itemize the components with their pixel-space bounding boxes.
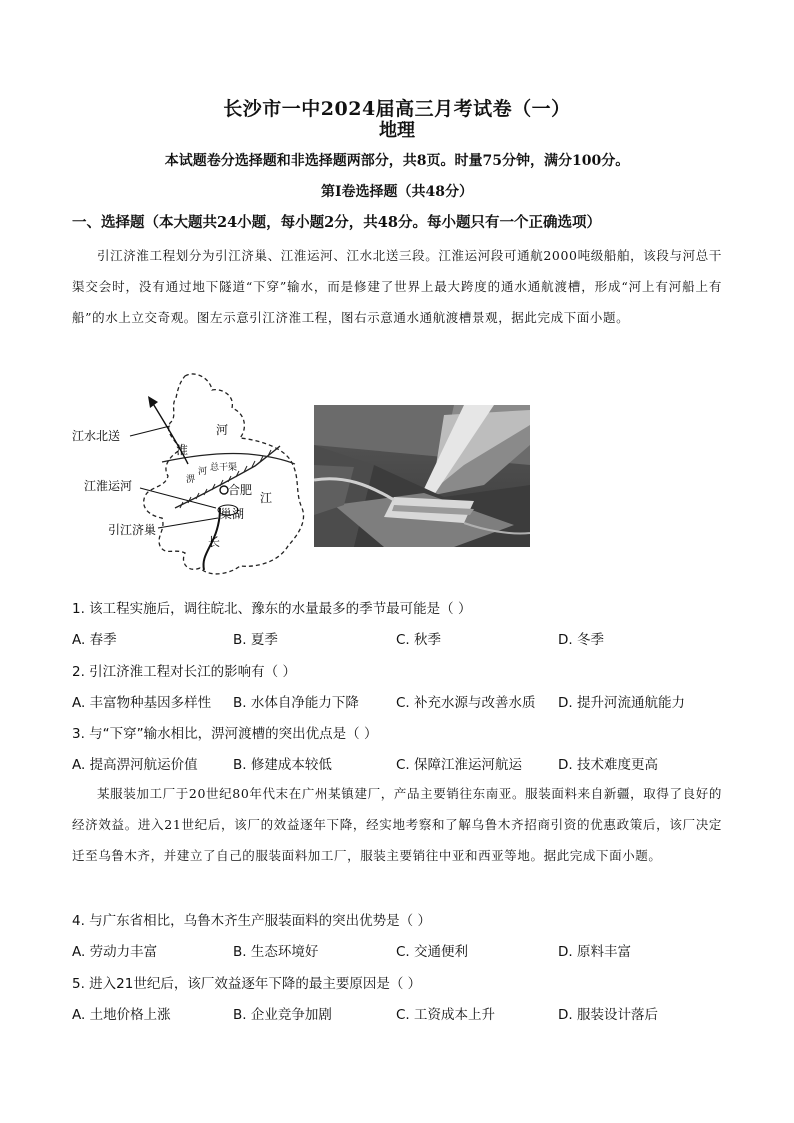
q1-option-d: D. 冬季 (558, 632, 604, 648)
q2-option-c: C. 补充水源与改善水质 (396, 695, 536, 711)
label-leader-canal (140, 488, 216, 508)
q2-option-b: B. 水体自净能力下降 (233, 695, 359, 711)
q2-option-d: D. 提升河流通航能力 (558, 695, 685, 711)
subject-title: 地理 (379, 120, 415, 141)
label-north-transfer: 江水北送 (72, 429, 121, 443)
label-jianghuai-canal: 江淮运河 (84, 479, 133, 493)
map-char-he2: 河 (198, 467, 208, 477)
q4-option-b: B. 生态环境好 (233, 944, 319, 960)
province-outline (144, 374, 304, 574)
q5-option-a: A. 土地价格上涨 (72, 1007, 171, 1023)
map-char-hefei: 合肥 (228, 483, 253, 497)
q4-option-a: A. 劳动力丰富 (72, 944, 158, 960)
question-2-stem: 2. 引江济淮工程对长江的影响有（ ） (72, 664, 296, 680)
q5-option-c: C. 工资成本上升 (396, 1007, 496, 1023)
q5-option-b: B. 企业竞争加剧 (233, 1007, 332, 1023)
label-leader-chaohu (158, 518, 218, 528)
north-arrow-head (148, 396, 158, 408)
q3-option-a: A. 提高淠河航运价值 (72, 757, 198, 773)
map-char-jiang: 江 (260, 491, 273, 505)
hefei-marker (220, 486, 228, 494)
q1-option-c: C. 秋季 (396, 632, 442, 648)
aqueduct-photo (314, 405, 530, 547)
q3-option-b: B. 修建成本较低 (233, 757, 332, 773)
q2-option-a: A. 丰富物种基因多样性 (72, 695, 212, 711)
question-5-stem: 5. 进入21世纪后，该厂效益逐年下降的最主要原因是（ ） (72, 976, 422, 992)
q3-option-d: D. 技术难度更高 (558, 757, 658, 773)
map-char-pi: 淠 (186, 475, 196, 485)
project-map-figure (70, 368, 310, 578)
question-1-stem: 1. 该工程实施后，调往皖北、豫东的水量最多的季节最可能是（ ） (72, 601, 472, 617)
passage-1: 引江济淮工程划分为引江济巢、江淮运河、江水北送三段。江淮运河段可通航2000吨级船舶，该段与河总干渠交会时，没有通过地下隧道“下穿”输水，而是修建了世界上最大跨度的通水通航渡槽，形成“河上有河船上有船”的水上立交奇观。图左示意引江济淮工程，图右示意通水通航渡槽景观，据此完成下面小题。 (72, 248, 722, 325)
question-4-stem: 4. 与广东省相比，乌鲁木齐生产服装面料的突出优势是（ ） (72, 913, 431, 929)
q5-option-d: D. 服装设计落后 (558, 1007, 658, 1023)
map-char-chang: 长 (208, 535, 221, 549)
q4-option-c: C. 交通便利 (396, 944, 469, 960)
q3-option-c: C. 保障江淮运河航运 (396, 757, 523, 773)
q1-option-b: B. 夏季 (233, 632, 278, 648)
label-yinjiang-jichao: 引江济巢 (108, 523, 157, 537)
question-3-stem: 3. 与“下穿”输水相比，淠河渡槽的突出优点是（ ） (72, 726, 378, 742)
map-char-chaohu: 巢湖 (220, 507, 245, 521)
section-heading: 一、选择题（本大题共24小题，每小题2分，共48分。每小题只有一个正确选项） (72, 214, 601, 231)
exam-info: 本试题卷分选择题和非选择题两部分，共8页。时量75分钟，满分100分。 (164, 153, 630, 169)
label-leader-north (130, 426, 170, 436)
q1-option-a: A. 春季 (72, 632, 117, 648)
map-char-zongganqu: 总干渠 (210, 463, 238, 473)
part-heading: 第Ⅰ卷选择题（共48分） (320, 184, 474, 200)
map-char-huai: 淮 (176, 443, 189, 457)
map-char-he: 河 (216, 423, 229, 437)
passage-2: 某服装加工厂于20世纪80年代末在广州某镇建厂，产品主要销往东南亚。服装面料来自新疆，取得了良好的经济效益。进入21世纪后，该厂的效益逐年下降，经实地考察和了解乌鲁木齐招商引资的优惠政策后，该厂决定迁至乌鲁木齐，并建立了自己的服装面料加工厂，服装主要销往中亚和西亚等地。据此完成下面小题。 (72, 786, 722, 863)
q4-option-d: D. 原料丰富 (558, 944, 631, 960)
exam-title: 长沙市一中2024届高三月考试卷（一） (223, 98, 571, 120)
